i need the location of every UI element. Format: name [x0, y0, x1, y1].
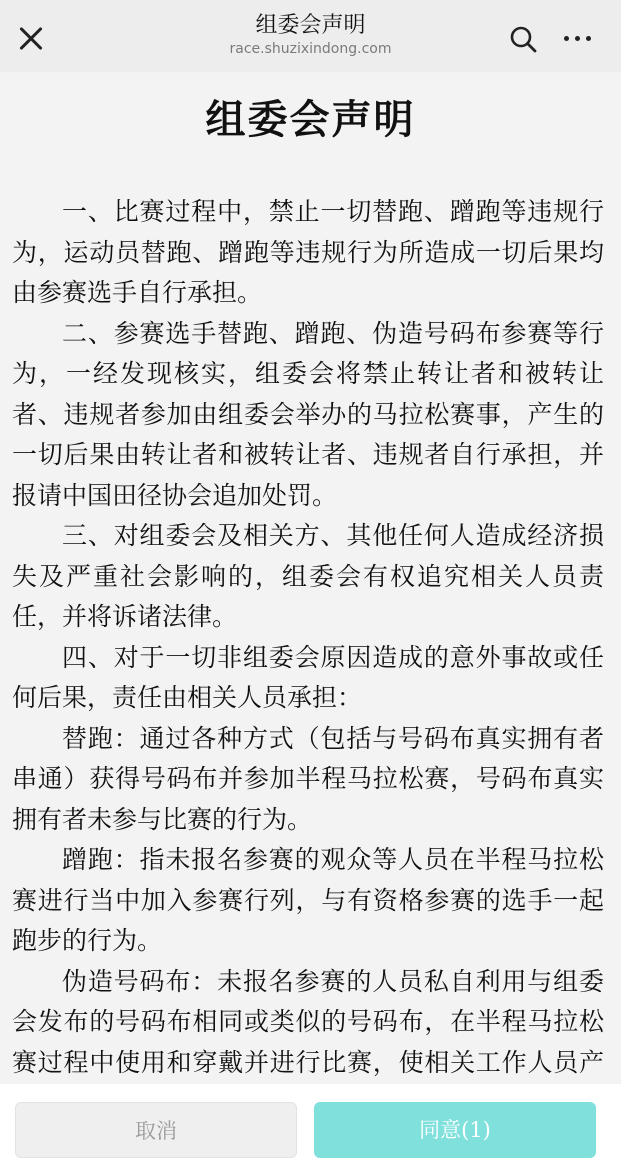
paragraph-3: 三、对组委会及相关方、其他任何人造成经济损失及严重社会影响的，组委会有权追究相关人员责任，并将诉诸法律。 — [12, 521, 604, 631]
agree-button[interactable]: 同意(1) — [314, 1102, 596, 1158]
more-icon[interactable] — [562, 26, 594, 50]
document-content — [12, 192, 604, 1124]
paragraph-1: 一、比赛过程中，禁止一切替跑、蹭跑等违规行为，运动员替跑、蹭跑等违规行为所造成一切后果均由参赛选手自行承担。 — [12, 197, 604, 307]
search-icon[interactable] — [508, 24, 538, 54]
paragraph-2: 二、参赛选手替跑、蹭跑、伪造号码布参赛等行为，一经发现核实，组委会将禁止转让者和被转让者、违规者参加由组委会举办的马拉松赛事，产生的一切后果由转让者和被转让者、违规者自行承担，并报请中国田径协会追加处罚。 — [12, 318, 604, 510]
paragraph-4: 四、对于一切非组委会原因造成的意外事故或任何后果，责任由相关人员承担： — [12, 642, 604, 712]
paragraph-7: 伪造号码布：未报名参赛的人员私自利用与组委会发布的号码布相同或类似的号码布，在半程马拉松赛过程中使用和穿戴并进行比赛，使相关工作人员产 — [12, 966, 604, 1077]
close-icon[interactable] — [14, 22, 48, 56]
paragraph-6: 蹭跑：指未报名参赛的观众等人员在半程马拉松赛进行当中加入参赛行列，与有资格参赛的选手一起跑步的行为。 — [12, 845, 604, 955]
page-url: race.shuzixindong.com — [229, 41, 392, 57]
title-block — [160, 12, 461, 58]
bottom-action-bar — [0, 1084, 621, 1160]
top-navigation-bar — [0, 0, 621, 72]
paragraph-5: 替跑：通过各种方式（包括与号码布真实拥有者串通）获得号码布并参加半程马拉松赛，号码布真实拥有者未参与比赛的行为。 — [12, 723, 604, 834]
cancel-button[interactable]: 取消 — [15, 1102, 297, 1158]
document-title: 组委会声明 — [205, 97, 416, 143]
page-title: 组委会声明 — [255, 13, 366, 38]
